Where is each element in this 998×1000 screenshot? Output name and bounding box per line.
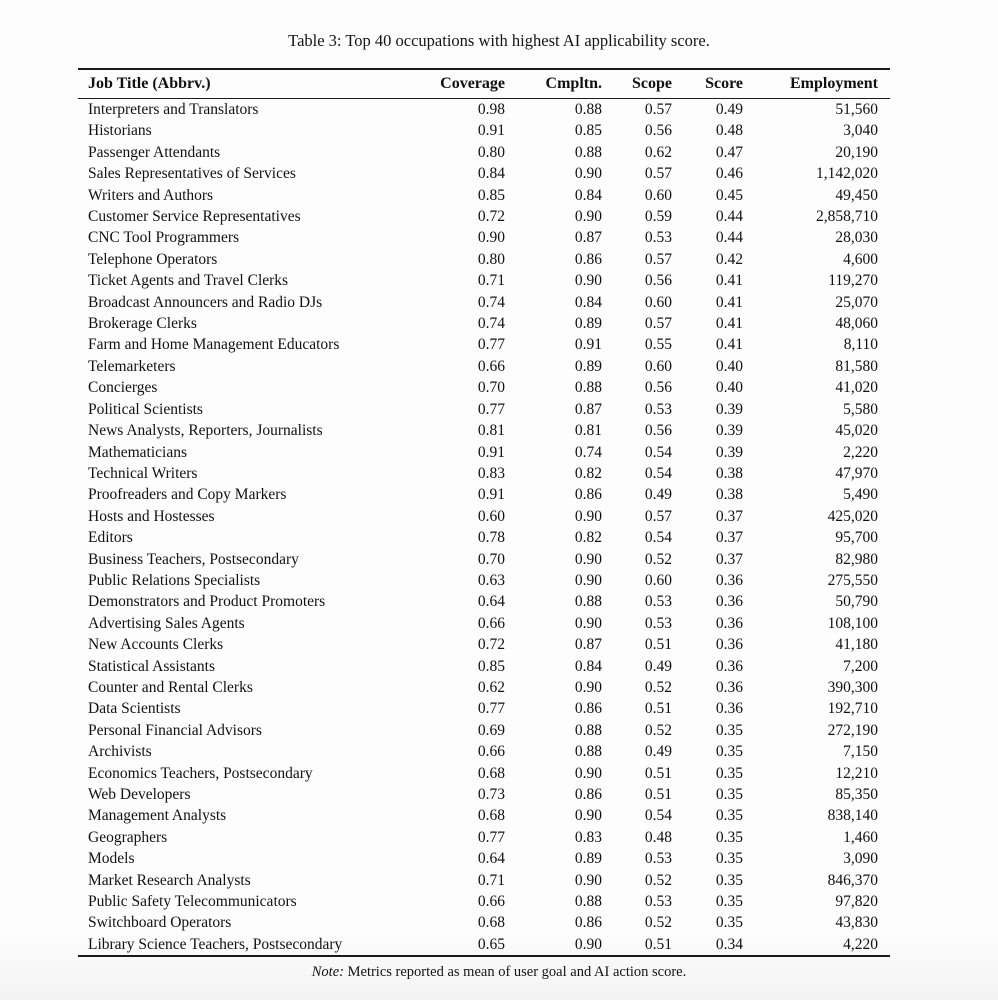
cell-employment: 95,700	[835, 529, 878, 547]
table-row	[78, 570, 890, 591]
cell-cmpltn: 0.87	[574, 400, 602, 418]
table-note	[0, 963, 998, 981]
cell-cmpltn: 0.88	[574, 379, 602, 397]
cell-cmpltn: 0.84	[574, 293, 602, 311]
cell-cmpltn: 0.74	[574, 443, 602, 461]
cell-cmpltn: 0.85	[574, 122, 602, 140]
table-row	[78, 634, 890, 655]
cell-cmpltn: 0.86	[574, 486, 602, 504]
cell-score: 0.36	[715, 636, 743, 654]
table-caption: Table 3: Top 40 occupations with highest AI applicability score.	[288, 31, 710, 50]
table-row	[78, 334, 890, 355]
cell-score: 0.44	[715, 208, 743, 226]
cell-score: 0.36	[715, 593, 743, 611]
cell-scope: 0.49	[644, 486, 672, 504]
cell-cmpltn: 0.84	[574, 186, 602, 204]
cell-scope: 0.54	[644, 807, 672, 825]
cell-scope: 0.57	[644, 165, 672, 183]
cell-score: 0.41	[715, 336, 743, 354]
cell-cmpltn: 0.89	[574, 850, 602, 868]
cell-scope: 0.51	[644, 700, 672, 718]
table-row	[78, 677, 890, 698]
cell-employment: 8,110	[843, 336, 878, 354]
cell-job-title: Historians	[88, 122, 152, 140]
cell-scope: 0.51	[644, 786, 672, 803]
cell-coverage: 0.90	[477, 229, 505, 247]
cell-score: 0.35	[715, 764, 743, 782]
cell-scope: 0.60	[644, 571, 672, 589]
cell-cmpltn: 0.90	[574, 764, 602, 782]
cell-job-title: Market Research Analysts	[88, 871, 251, 889]
cell-coverage: 0.91	[477, 443, 505, 461]
table-row	[78, 463, 890, 484]
cell-scope: 0.54	[644, 529, 672, 547]
table-row	[78, 613, 890, 634]
cell-score: 0.38	[715, 464, 743, 482]
cell-employment: 1,460	[843, 828, 878, 846]
cell-scope: 0.52	[644, 871, 672, 889]
table-row	[78, 292, 890, 313]
cell-scope: 0.55	[644, 336, 672, 354]
table-row	[78, 227, 890, 248]
cell-cmpltn: 0.87	[574, 636, 602, 654]
cell-job-title: CNC Tool Programmers	[88, 229, 240, 247]
cell-score: 0.41	[715, 272, 743, 290]
table-row	[78, 656, 890, 677]
cell-coverage: 0.65	[477, 935, 505, 953]
cell-scope: 0.56	[644, 272, 672, 290]
cell-scope: 0.60	[644, 357, 672, 375]
cell-coverage: 0.77	[477, 700, 505, 718]
cell-job-title: Statistical Assistants	[88, 657, 216, 675]
cell-scope: 0.60	[644, 293, 672, 311]
cell-employment: 119,270	[828, 272, 878, 290]
cell-employment: 3,090	[843, 850, 878, 868]
table-row	[78, 163, 890, 184]
table-row	[78, 805, 890, 826]
cell-employment: 81,580	[835, 357, 878, 375]
cell-coverage: 0.66	[477, 893, 505, 911]
cell-job-title: New Accounts Clerks	[88, 636, 224, 654]
cell-job-title: News Analysts, Reporters, Journalists	[88, 422, 323, 440]
cell-job-title: Hosts and Hostesses	[88, 507, 215, 525]
occupations-table	[78, 68, 890, 957]
cell-score: 0.39	[715, 422, 743, 440]
cell-job-title: Geographers	[88, 828, 168, 846]
table-row	[78, 442, 890, 463]
col-header-job-title: Job Title (Abbrv.)	[78, 69, 425, 99]
cell-score: 0.36	[715, 657, 743, 675]
cell-job-title: Public Safety Telecommunicators	[88, 893, 297, 911]
cell-score: 0.35	[715, 850, 743, 868]
table-row	[78, 591, 890, 612]
cell-coverage: 0.74	[477, 293, 505, 311]
table-row	[78, 934, 890, 956]
cell-employment: 2,220	[843, 443, 878, 461]
cell-cmpltn: 0.90	[574, 614, 602, 632]
cell-employment: 41,180	[835, 636, 878, 654]
cell-cmpltn: 0.90	[574, 571, 602, 589]
cell-coverage: 0.69	[477, 721, 505, 739]
table-row	[78, 99, 890, 121]
cell-scope: 0.52	[644, 721, 672, 739]
table-row	[78, 420, 890, 441]
cell-job-title: Models	[88, 850, 135, 868]
cell-employment: 82,980	[835, 550, 878, 568]
cell-score: 0.35	[715, 743, 743, 761]
cell-cmpltn: 0.90	[574, 935, 602, 953]
cell-job-title: Business Teachers, Postsecondary	[88, 550, 299, 568]
cell-coverage: 0.70	[477, 550, 505, 568]
cell-score: 0.37	[715, 550, 743, 568]
cell-employment: 192,710	[827, 700, 878, 718]
cell-coverage: 0.85	[477, 657, 505, 675]
cell-cmpltn: 0.88	[574, 143, 602, 161]
cell-coverage: 0.66	[477, 357, 505, 375]
cell-employment: 7,150	[843, 743, 878, 761]
cell-employment: 48,060	[835, 315, 878, 333]
cell-score: 0.42	[715, 250, 743, 268]
cell-coverage: 0.64	[477, 850, 505, 868]
table-row	[78, 870, 890, 891]
cell-cmpltn: 0.90	[574, 507, 602, 525]
table-row	[78, 549, 890, 570]
cell-job-title: Demonstrators and Product Promoters	[88, 593, 326, 611]
col-header-score: Score	[672, 69, 743, 99]
cell-score: 0.35	[715, 828, 743, 846]
col-header-cmpltn: Cmpltn.	[505, 69, 602, 99]
cell-cmpltn: 0.90	[574, 678, 602, 696]
cell-employment: 275,550	[827, 571, 878, 589]
cell-employment: 97,820	[835, 893, 878, 911]
col-header-employment: Employment	[743, 69, 890, 99]
cell-score: 0.45	[715, 186, 743, 204]
cell-job-title: Economics Teachers, Postsecondary	[88, 764, 313, 782]
cell-scope: 0.52	[644, 914, 672, 932]
cell-cmpltn: 0.91	[574, 336, 602, 354]
table-row	[78, 313, 890, 334]
col-header-scope: Scope	[602, 69, 672, 99]
cell-job-title: Proofreaders and Copy Markers	[88, 486, 287, 504]
cell-employment: 51,560	[835, 101, 878, 118]
cell-scope: 0.57	[644, 315, 672, 333]
cell-cmpltn: 0.90	[574, 272, 602, 290]
cell-score: 0.35	[715, 721, 743, 739]
cell-cmpltn: 0.82	[574, 529, 602, 547]
cell-cmpltn: 0.88	[574, 593, 602, 611]
cell-coverage: 0.84	[477, 165, 505, 183]
cell-job-title: Mathematicians	[88, 443, 187, 461]
cell-employment: 3,040	[843, 122, 878, 140]
cell-cmpltn: 0.82	[574, 464, 602, 482]
cell-score: 0.37	[715, 529, 743, 547]
cell-coverage: 0.72	[477, 636, 505, 654]
cell-score: 0.35	[715, 893, 743, 911]
cell-job-title: Advertising Sales Agents	[88, 614, 245, 632]
cell-scope: 0.56	[644, 379, 672, 397]
cell-cmpltn: 0.83	[574, 828, 602, 846]
cell-job-title: Data Scientists	[88, 700, 181, 718]
cell-cmpltn: 0.88	[574, 721, 602, 739]
cell-job-title: Sales Representatives of Services	[88, 165, 296, 183]
cell-job-title: Passenger Attendants	[88, 143, 221, 161]
cell-scope: 0.57	[644, 250, 672, 268]
col-header-coverage: Coverage	[425, 69, 505, 99]
cell-coverage: 0.64	[477, 593, 505, 611]
cell-employment: 5,580	[843, 400, 878, 418]
cell-coverage: 0.85	[477, 186, 505, 204]
cell-score: 0.40	[715, 379, 743, 397]
cell-job-title: Technical Writers	[88, 464, 198, 482]
cell-coverage: 0.77	[477, 336, 505, 354]
cell-employment: 47,970	[835, 464, 878, 482]
cell-score: 0.35	[715, 914, 743, 932]
cell-score: 0.36	[715, 614, 743, 632]
cell-score: 0.41	[715, 293, 743, 311]
cell-job-title: Switchboard Operators	[88, 914, 232, 932]
cell-job-title: Political Scientists	[88, 400, 203, 418]
cell-coverage: 0.91	[477, 122, 505, 140]
cell-score: 0.39	[715, 443, 743, 461]
cell-job-title: Telephone Operators	[88, 250, 218, 268]
table-row	[78, 377, 890, 398]
cell-score: 0.35	[715, 871, 743, 889]
cell-cmpltn: 0.86	[574, 914, 602, 932]
cell-coverage: 0.73	[477, 786, 505, 803]
cell-scope: 0.52	[644, 550, 672, 568]
cell-scope: 0.51	[644, 764, 672, 782]
cell-job-title: Broadcast Announcers and Radio DJs	[88, 293, 323, 311]
cell-score: 0.35	[715, 786, 743, 803]
table-row	[78, 848, 890, 869]
cell-scope: 0.51	[644, 935, 672, 953]
cell-job-title: Interpreters and Translators	[88, 101, 259, 118]
cell-employment: 108,100	[827, 614, 878, 632]
cell-coverage: 0.66	[477, 743, 505, 761]
cell-coverage: 0.60	[477, 507, 505, 525]
cell-job-title: Library Science Teachers, Postsecondary	[88, 935, 343, 953]
table-row	[78, 484, 890, 505]
cell-coverage: 0.68	[477, 914, 505, 932]
table-row	[78, 784, 890, 805]
cell-cmpltn: 0.90	[574, 550, 602, 568]
cell-score: 0.47	[715, 143, 743, 161]
cell-job-title: Concierges	[88, 379, 158, 397]
table-header	[78, 69, 890, 99]
cell-coverage: 0.71	[477, 871, 505, 889]
table-row	[78, 249, 890, 270]
cell-scope: 0.53	[644, 593, 672, 611]
cell-employment: 4,220	[843, 935, 878, 953]
cell-coverage: 0.91	[477, 486, 505, 504]
table-row	[78, 142, 890, 163]
cell-score: 0.40	[715, 357, 743, 375]
cell-job-title: Editors	[88, 529, 133, 547]
cell-coverage: 0.72	[477, 208, 505, 226]
cell-employment: 41,020	[835, 379, 878, 397]
cell-coverage: 0.62	[477, 678, 505, 696]
cell-job-title: Writers and Authors	[88, 186, 214, 204]
cell-employment: 20,190	[835, 143, 878, 161]
cell-job-title: Ticket Agents and Travel Clerks	[88, 272, 289, 290]
cell-score: 0.38	[715, 486, 743, 504]
cell-scope: 0.49	[644, 743, 672, 761]
cell-scope: 0.53	[644, 229, 672, 247]
note-prefix: Note:	[311, 964, 344, 981]
cell-employment: 25,070	[835, 293, 878, 311]
table-row	[78, 763, 890, 784]
cell-employment: 2,858,710	[816, 208, 878, 226]
table-row	[78, 270, 890, 291]
note-text: Metrics reported as mean of user goal and AI action score.	[343, 964, 687, 981]
table-row	[78, 827, 890, 848]
cell-coverage: 0.71	[477, 272, 505, 290]
cell-coverage: 0.63	[477, 571, 505, 589]
cell-job-title: Archivists	[88, 743, 152, 761]
cell-cmpltn: 0.89	[574, 357, 602, 375]
cell-employment: 43,830	[835, 914, 878, 932]
table-row	[78, 185, 890, 206]
table-row	[78, 741, 890, 762]
cell-score: 0.34	[715, 935, 743, 953]
cell-score: 0.49	[715, 101, 743, 118]
table-row	[78, 399, 890, 420]
cell-employment: 5,490	[843, 486, 878, 504]
cell-coverage: 0.74	[477, 315, 505, 333]
cell-employment: 7,200	[843, 657, 878, 675]
cell-coverage: 0.78	[477, 529, 505, 547]
cell-scope: 0.56	[644, 422, 672, 440]
cell-employment: 425,020	[827, 507, 878, 525]
cell-employment: 12,210	[835, 764, 878, 782]
cell-cmpltn: 0.90	[574, 208, 602, 226]
cell-score: 0.39	[715, 400, 743, 418]
cell-job-title: Brokerage Clerks	[88, 315, 197, 333]
cell-cmpltn: 0.89	[574, 315, 602, 333]
cell-score: 0.48	[715, 122, 743, 140]
cell-coverage: 0.81	[477, 422, 505, 440]
cell-job-title: Counter and Rental Clerks	[88, 678, 253, 696]
cell-job-title: Public Relations Specialists	[88, 571, 261, 589]
cell-score: 0.41	[715, 315, 743, 333]
cell-scope: 0.53	[644, 850, 672, 868]
cell-job-title: Personal Financial Advisors	[88, 721, 262, 739]
cell-scope: 0.53	[644, 893, 672, 911]
table-row	[78, 527, 890, 548]
cell-cmpltn: 0.90	[574, 807, 602, 825]
cell-employment: 45,020	[835, 422, 878, 440]
cell-scope: 0.53	[644, 400, 672, 418]
cell-job-title: Telemarketers	[88, 357, 176, 375]
cell-coverage: 0.66	[477, 614, 505, 632]
cell-cmpltn: 0.86	[574, 700, 602, 718]
cell-employment: 85,350	[835, 786, 878, 803]
cell-coverage: 0.98	[477, 101, 505, 118]
cell-cmpltn: 0.90	[574, 165, 602, 183]
cell-employment: 838,140	[827, 807, 878, 825]
cell-job-title: Web Developers	[88, 786, 191, 803]
cell-job-title: Customer Service Representatives	[88, 208, 301, 226]
cell-cmpltn: 0.90	[574, 871, 602, 889]
cell-score: 0.36	[715, 571, 743, 589]
cell-cmpltn: 0.88	[574, 743, 602, 761]
table-header-row	[78, 69, 890, 99]
cell-scope: 0.59	[644, 208, 672, 226]
cell-employment: 28,030	[835, 229, 878, 247]
cell-employment: 49,450	[835, 186, 878, 204]
cell-score: 0.36	[715, 678, 743, 696]
table-row	[78, 912, 890, 933]
cell-scope: 0.57	[644, 507, 672, 525]
cell-scope: 0.60	[644, 186, 672, 204]
cell-cmpltn: 0.86	[574, 250, 602, 268]
cell-scope: 0.51	[644, 636, 672, 654]
cell-employment: 272,190	[827, 721, 878, 739]
cell-scope: 0.62	[644, 143, 672, 161]
cell-score: 0.46	[715, 165, 743, 183]
cell-scope: 0.53	[644, 614, 672, 632]
cell-scope: 0.54	[644, 443, 672, 461]
cell-employment: 390,300	[827, 678, 878, 696]
cell-employment: 846,370	[827, 871, 878, 889]
cell-scope: 0.48	[644, 828, 672, 846]
table-row	[78, 206, 890, 227]
cell-cmpltn: 0.87	[574, 229, 602, 247]
cell-scope: 0.56	[644, 122, 672, 140]
table-row	[78, 720, 890, 741]
cell-scope: 0.57	[644, 101, 672, 118]
cell-scope: 0.54	[644, 464, 672, 482]
cell-cmpltn: 0.84	[574, 657, 602, 675]
cell-coverage: 0.68	[477, 764, 505, 782]
cell-coverage: 0.70	[477, 379, 505, 397]
table-row	[78, 356, 890, 377]
cell-scope: 0.49	[644, 657, 672, 675]
cell-coverage: 0.80	[477, 143, 505, 161]
table-row	[78, 891, 890, 912]
table-row	[78, 120, 890, 141]
cell-score: 0.35	[715, 807, 743, 825]
cell-employment: 1,142,020	[816, 165, 878, 183]
cell-coverage: 0.77	[477, 828, 505, 846]
cell-cmpltn: 0.88	[574, 893, 602, 911]
cell-coverage: 0.77	[477, 400, 505, 418]
cell-cmpltn: 0.86	[574, 786, 602, 803]
cell-score: 0.44	[715, 229, 743, 247]
cell-coverage: 0.80	[477, 250, 505, 268]
cell-job-title: Management Analysts	[88, 807, 227, 825]
cell-job-title: Farm and Home Management Educators	[88, 336, 340, 354]
cell-score: 0.37	[715, 507, 743, 525]
cell-score: 0.36	[715, 700, 743, 718]
cell-cmpltn: 0.81	[574, 422, 602, 440]
cell-coverage: 0.83	[477, 464, 505, 482]
cell-employment: 50,790	[835, 593, 878, 611]
cell-cmpltn: 0.88	[574, 101, 602, 118]
table-row	[78, 506, 890, 527]
table-row	[78, 698, 890, 719]
cell-employment: 4,600	[843, 250, 878, 268]
cell-coverage: 0.68	[477, 807, 505, 825]
cell-scope: 0.52	[644, 678, 672, 696]
table-body	[78, 99, 890, 957]
